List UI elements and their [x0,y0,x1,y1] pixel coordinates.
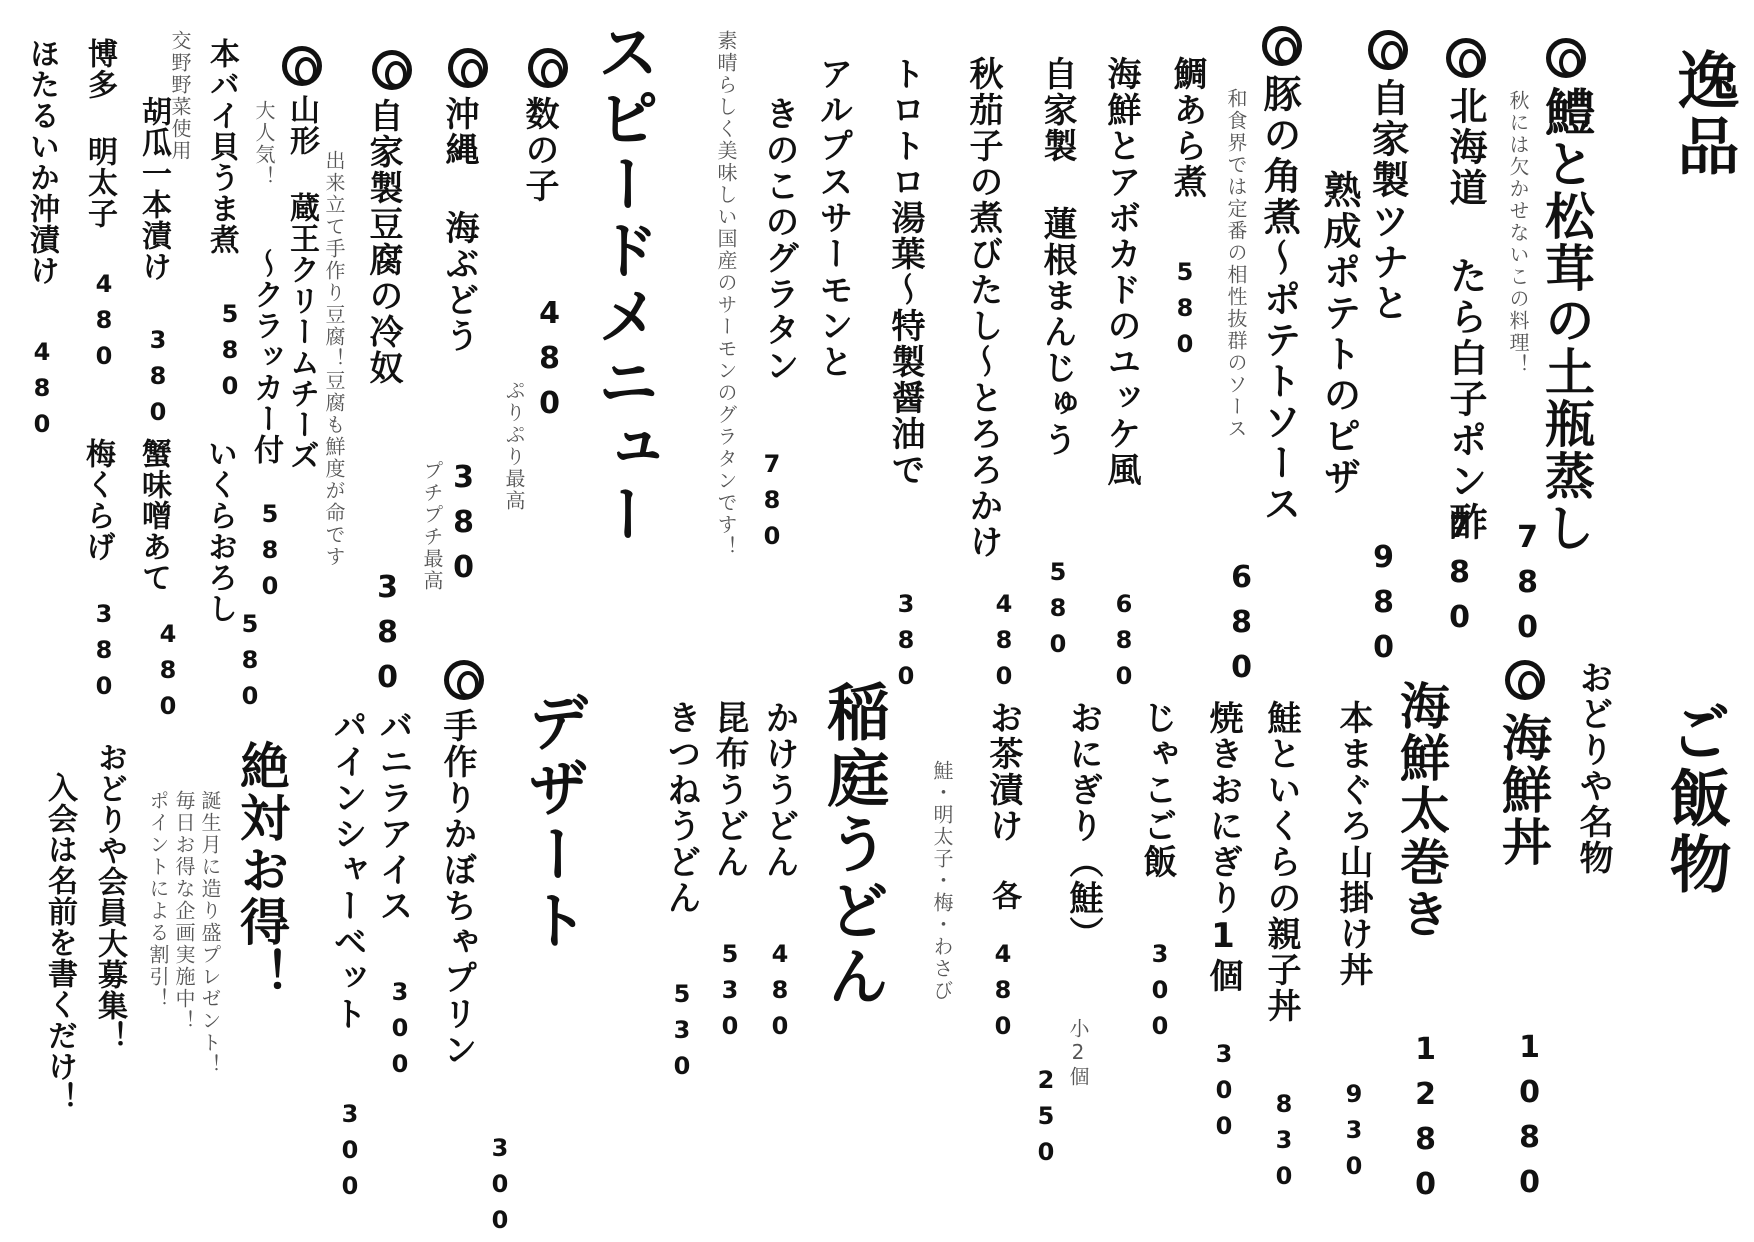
menu-item-name: おどりや名物 [1573,660,1613,876]
menu-item-note: 出来立て手作り豆腐！豆腐も鮮度が命です [322,150,346,568]
menu-item-name: 蟹味噌あて [136,438,171,593]
recommend-mark-icon [1262,26,1302,66]
menu-item-name: 自家製 蓮根まんじゅう [1037,56,1077,458]
benefit-note: 毎日お得な企画実施中！ [172,790,196,1032]
menu-item-price: 780 [1510,520,1545,655]
menu-item-price: 530 [668,980,696,1088]
menu-item-price: 480 [154,620,182,728]
menu-item-price: 480 [766,940,794,1048]
benefit-note: 誕生月に造り盛プレゼント！ [198,790,222,1076]
menu-item-price: 480 [989,940,1017,1048]
menu-item-price: 1280 [1408,1032,1443,1212]
section-title-otoku: 絶対お得！ [232,740,290,1000]
menu-item-price: 680 [1224,560,1259,695]
menu-item-sub: 各 [986,880,1021,911]
menu-item-note: プチプチ最高 [420,460,444,592]
menu-item-name: 自家製豆腐の冷奴 [363,98,403,386]
menu-item-note: 秋には欠かせないこの料理！ [1506,90,1530,376]
menu-item-price: 380 [446,460,481,595]
menu-item-price: 780 [758,450,786,558]
section-title-dessert: デザート [517,690,590,954]
menu-item-price: 380 [370,570,405,705]
menu-item-sub: ～クラッカー付 [248,248,283,465]
recommend-mark-icon [444,660,484,700]
menu-item-name: 博多 明太子 [82,38,117,229]
recommend-mark-icon [528,48,568,88]
menu-item-name: 数の子 [519,96,559,204]
menu-item-name: 手作りかぼちゃプリン [437,708,477,1068]
menu-item-name: 自家製ツナと [1365,78,1409,324]
menu-item-name: お茶漬け [983,700,1023,844]
menu-item-name: 本バイ貝うま煮 [204,38,239,255]
menu-item-price: 930 [1340,1080,1368,1188]
menu-item-name: 鮭といくらの親子丼 [1261,700,1301,1024]
menu-item-name: じゃこご飯 [1137,700,1177,880]
menu-item-name: 胡瓜一本漬け [136,96,171,282]
menu-item-name: バニラアイス [373,708,413,924]
menu-item-price: 480 [28,338,56,446]
menu-item-price: 580 [1044,558,1072,666]
section-title-speed: スピードメニュー [587,20,660,548]
menu-item-name: 豚の角煮～ポテトソース [1257,74,1301,525]
menu-item-price: 300 [1146,940,1174,1048]
menu-item-name: 本まぐろ山掛け丼 [1333,700,1373,988]
menu-item-price: 380 [892,590,920,698]
menu-item-name: 梅くらげ [80,438,115,562]
menu-item-name: 山形 蔵王クリームチーズ [284,94,319,471]
menu-item-name-line2: きのこのグラタン [759,96,799,384]
menu-item-name: 焼きおにぎり1個 [1203,700,1243,994]
menu-item-name: いくらおろし [202,438,237,624]
section-title-gohan: ご飯物 [1659,700,1732,898]
recommend-mark-icon [448,48,488,88]
menu-item-note: 鮭・明太子・梅・わさび [930,760,954,1002]
menu-item-price: 980 [1366,540,1401,675]
menu-item-name-line2: 海鮮丼 [1494,712,1552,868]
menu-item-name: きつねうどん [661,700,701,916]
menu-item-note: 和食界では定番の相性抜群のソース [1224,88,1248,440]
benefit-note: ポイントによる割引！ [146,790,170,1010]
recommend-mark-icon [372,50,412,90]
menu-item-name: パインシャーベット [327,708,367,1032]
menu-item-price: 580 [216,300,244,408]
menu-item-name-line2: 熟成ポテトのピザ [1317,170,1361,498]
menu-item-price: 300 [386,978,414,1086]
menu-item-price: 480 [990,590,1018,698]
menu-item-name: 海鮮とアボカドのユッケ風 [1101,56,1141,488]
recommend-mark-icon [282,46,322,86]
membership-subline: 入会は名前を書くだけ！ [42,772,77,1113]
recommend-mark-icon [1546,38,1586,78]
menu-item-price: 480 [532,296,567,431]
menu-item-price: 300 [336,1100,364,1208]
menu-item-note: 素晴らしく美味しい国産のサーモンのグラタンです！ [714,30,738,558]
membership-headline: おどりや会員大募集！ [92,742,127,1052]
menu-item-price: 1080 [1512,1030,1547,1210]
menu-item-note: ぷりぷり最高 [502,380,526,512]
menu-item-price: 830 [1270,1090,1298,1198]
section-title-ippin: 逸品 [1667,48,1740,180]
menu-item-price: 580 [256,500,284,608]
recommend-mark-icon [1505,660,1545,700]
menu-item-name: アルプスサーモンと [813,56,853,380]
recommend-mark-icon [1368,30,1408,70]
section-title-udon: 稲庭うどん [817,680,890,1010]
menu-item-name: おにぎり（鮭） [1063,700,1103,952]
menu-item-note: 交野野菜使用 [168,30,192,162]
menu-item-sub: 小2個 [1066,1018,1090,1088]
menu-item-price: 480 [90,270,118,378]
menu-item-name: トロトロ湯葉～特製醤油で [885,56,925,488]
menu-item-price: 580 [1171,258,1199,366]
menu-item-price: 680 [1110,590,1138,698]
menu-item-name: かけうどん [759,700,799,880]
menu-item-name: 沖縄 海ぶどう [439,96,479,354]
menu-item-name: 昆布うどん [709,700,749,880]
menu-item-name: ほたるいか沖漬け [24,38,59,286]
menu-item-price: 580 [236,610,264,718]
menu-item-name: 海鮮太巻き [1392,680,1450,940]
menu-item-name: 鯛あら煮 [1167,56,1207,200]
recommend-mark-icon [1446,38,1486,78]
menu-item-note: 大人気！ [252,100,276,188]
menu-item-price: 380 [90,600,118,708]
menu-item-price: 530 [716,940,744,1048]
menu-item-price: 250 [1032,1066,1060,1174]
menu-item-price: 300 [1210,1040,1238,1148]
menu-item-name: 北海道 たら白子ポン酢 [1443,86,1487,543]
menu-item-name: 鱧と松茸の土瓶蒸し [1537,86,1595,554]
menu-item-price: 380 [144,326,172,434]
menu-item-name: 秋茄子の煮びたし～とろろかけ [963,56,1003,560]
menu-item-price: 780 [1442,510,1477,645]
menu-item-price: 300 [486,1134,514,1242]
